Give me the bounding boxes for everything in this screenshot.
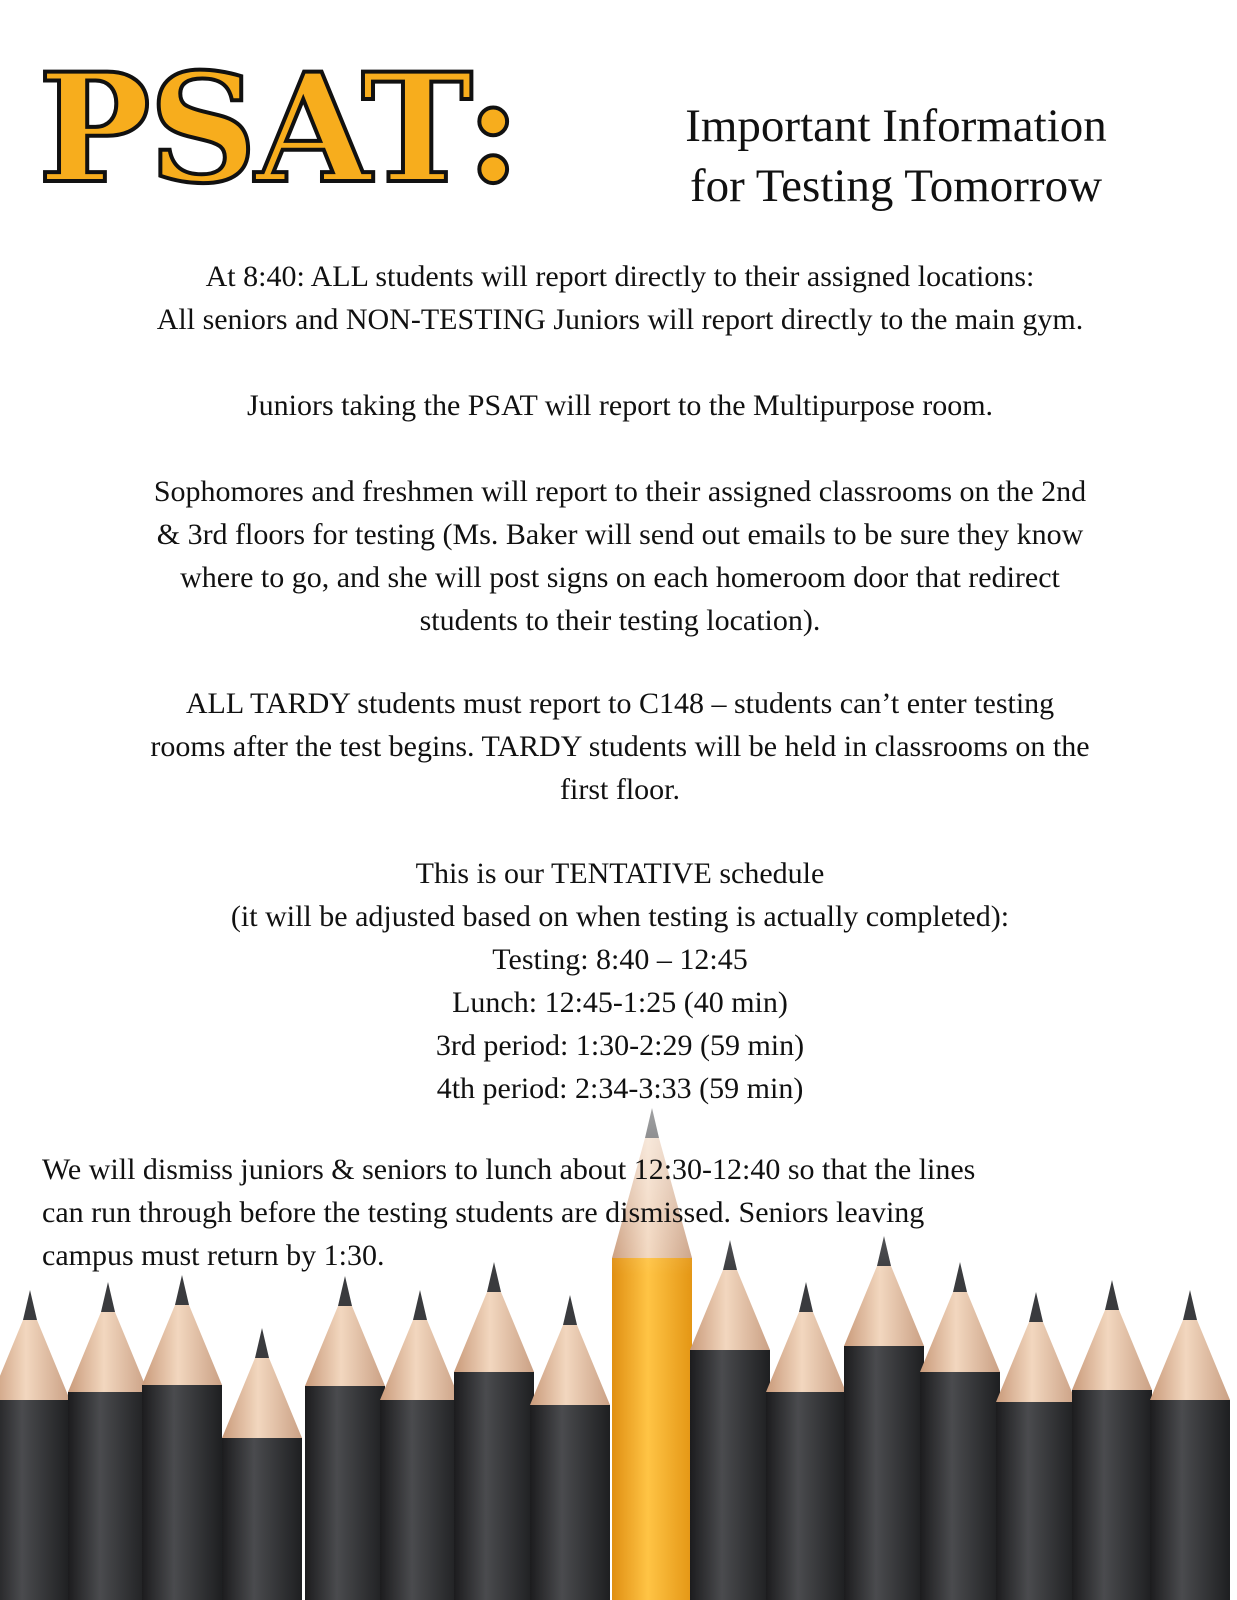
tardy-line-3: first floor. xyxy=(560,773,680,806)
underclass-line-4: students to their testing location). xyxy=(419,604,821,637)
dismiss-line-3: campus must return by 1:30. xyxy=(42,1239,385,1272)
schedule-lunch: Lunch: 12:45-1:25 (40 min) xyxy=(452,986,788,1019)
schedule-fourth-period: 4th period: 2:34-3:33 (59 min) xyxy=(436,1072,804,1105)
schedule-line-1: This is our TENTATIVE schedule xyxy=(415,857,825,890)
tardy-paragraph xyxy=(40,682,1200,811)
subtitle xyxy=(636,96,1156,216)
juniors-paragraph xyxy=(40,384,1200,427)
dismiss-paragraph xyxy=(42,1148,1172,1277)
underclass-line-1: Sophomores and freshmen will report to their assigned classrooms on the 2nd xyxy=(153,475,1087,508)
schedule-third-period: 3rd period: 1:30-2:29 (59 min) xyxy=(435,1029,805,1062)
underclass-paragraph xyxy=(40,470,1200,642)
tardy-line-1: ALL TARDY students must report to C148 – students can’t enter testing xyxy=(185,687,1055,720)
report-line-1: At 8:40: ALL students will report directly to their assigned locations: xyxy=(205,260,1035,293)
schedule-paragraph xyxy=(40,852,1200,1110)
juniors-line-1: Juniors taking the PSAT will report to the Multipurpose room. xyxy=(246,389,994,422)
underclass-line-3: where to go, and she will post signs on each homeroom door that redirect xyxy=(180,561,1060,594)
page-title: PSAT: xyxy=(38,41,519,217)
subtitle-line-2: for Testing Tomorrow xyxy=(689,160,1103,212)
tardy-line-2: rooms after the test begins. TARDY students will be held in classrooms on the xyxy=(150,730,1090,763)
header xyxy=(28,41,1228,234)
report-paragraph xyxy=(40,255,1200,341)
report-line-2: All seniors and NON-TESTING Juniors will report directly to the main gym. xyxy=(156,303,1084,336)
schedule-line-2: (it will be adjusted based on when testing is actually completed): xyxy=(230,900,1010,933)
schedule-testing: Testing: 8:40 – 12:45 xyxy=(492,943,748,976)
subtitle-line-1: Important Information xyxy=(685,100,1107,152)
dismiss-line-1: We will dismiss juniors & seniors to lunch about 12:30-12:40 so that the lines xyxy=(42,1153,976,1186)
underclass-line-2: & 3rd floors for testing (Ms. Baker will send out emails to be sure they know xyxy=(156,518,1084,551)
dismiss-line-2: can run through before the testing students are dismissed. Seniors leaving xyxy=(42,1196,925,1229)
